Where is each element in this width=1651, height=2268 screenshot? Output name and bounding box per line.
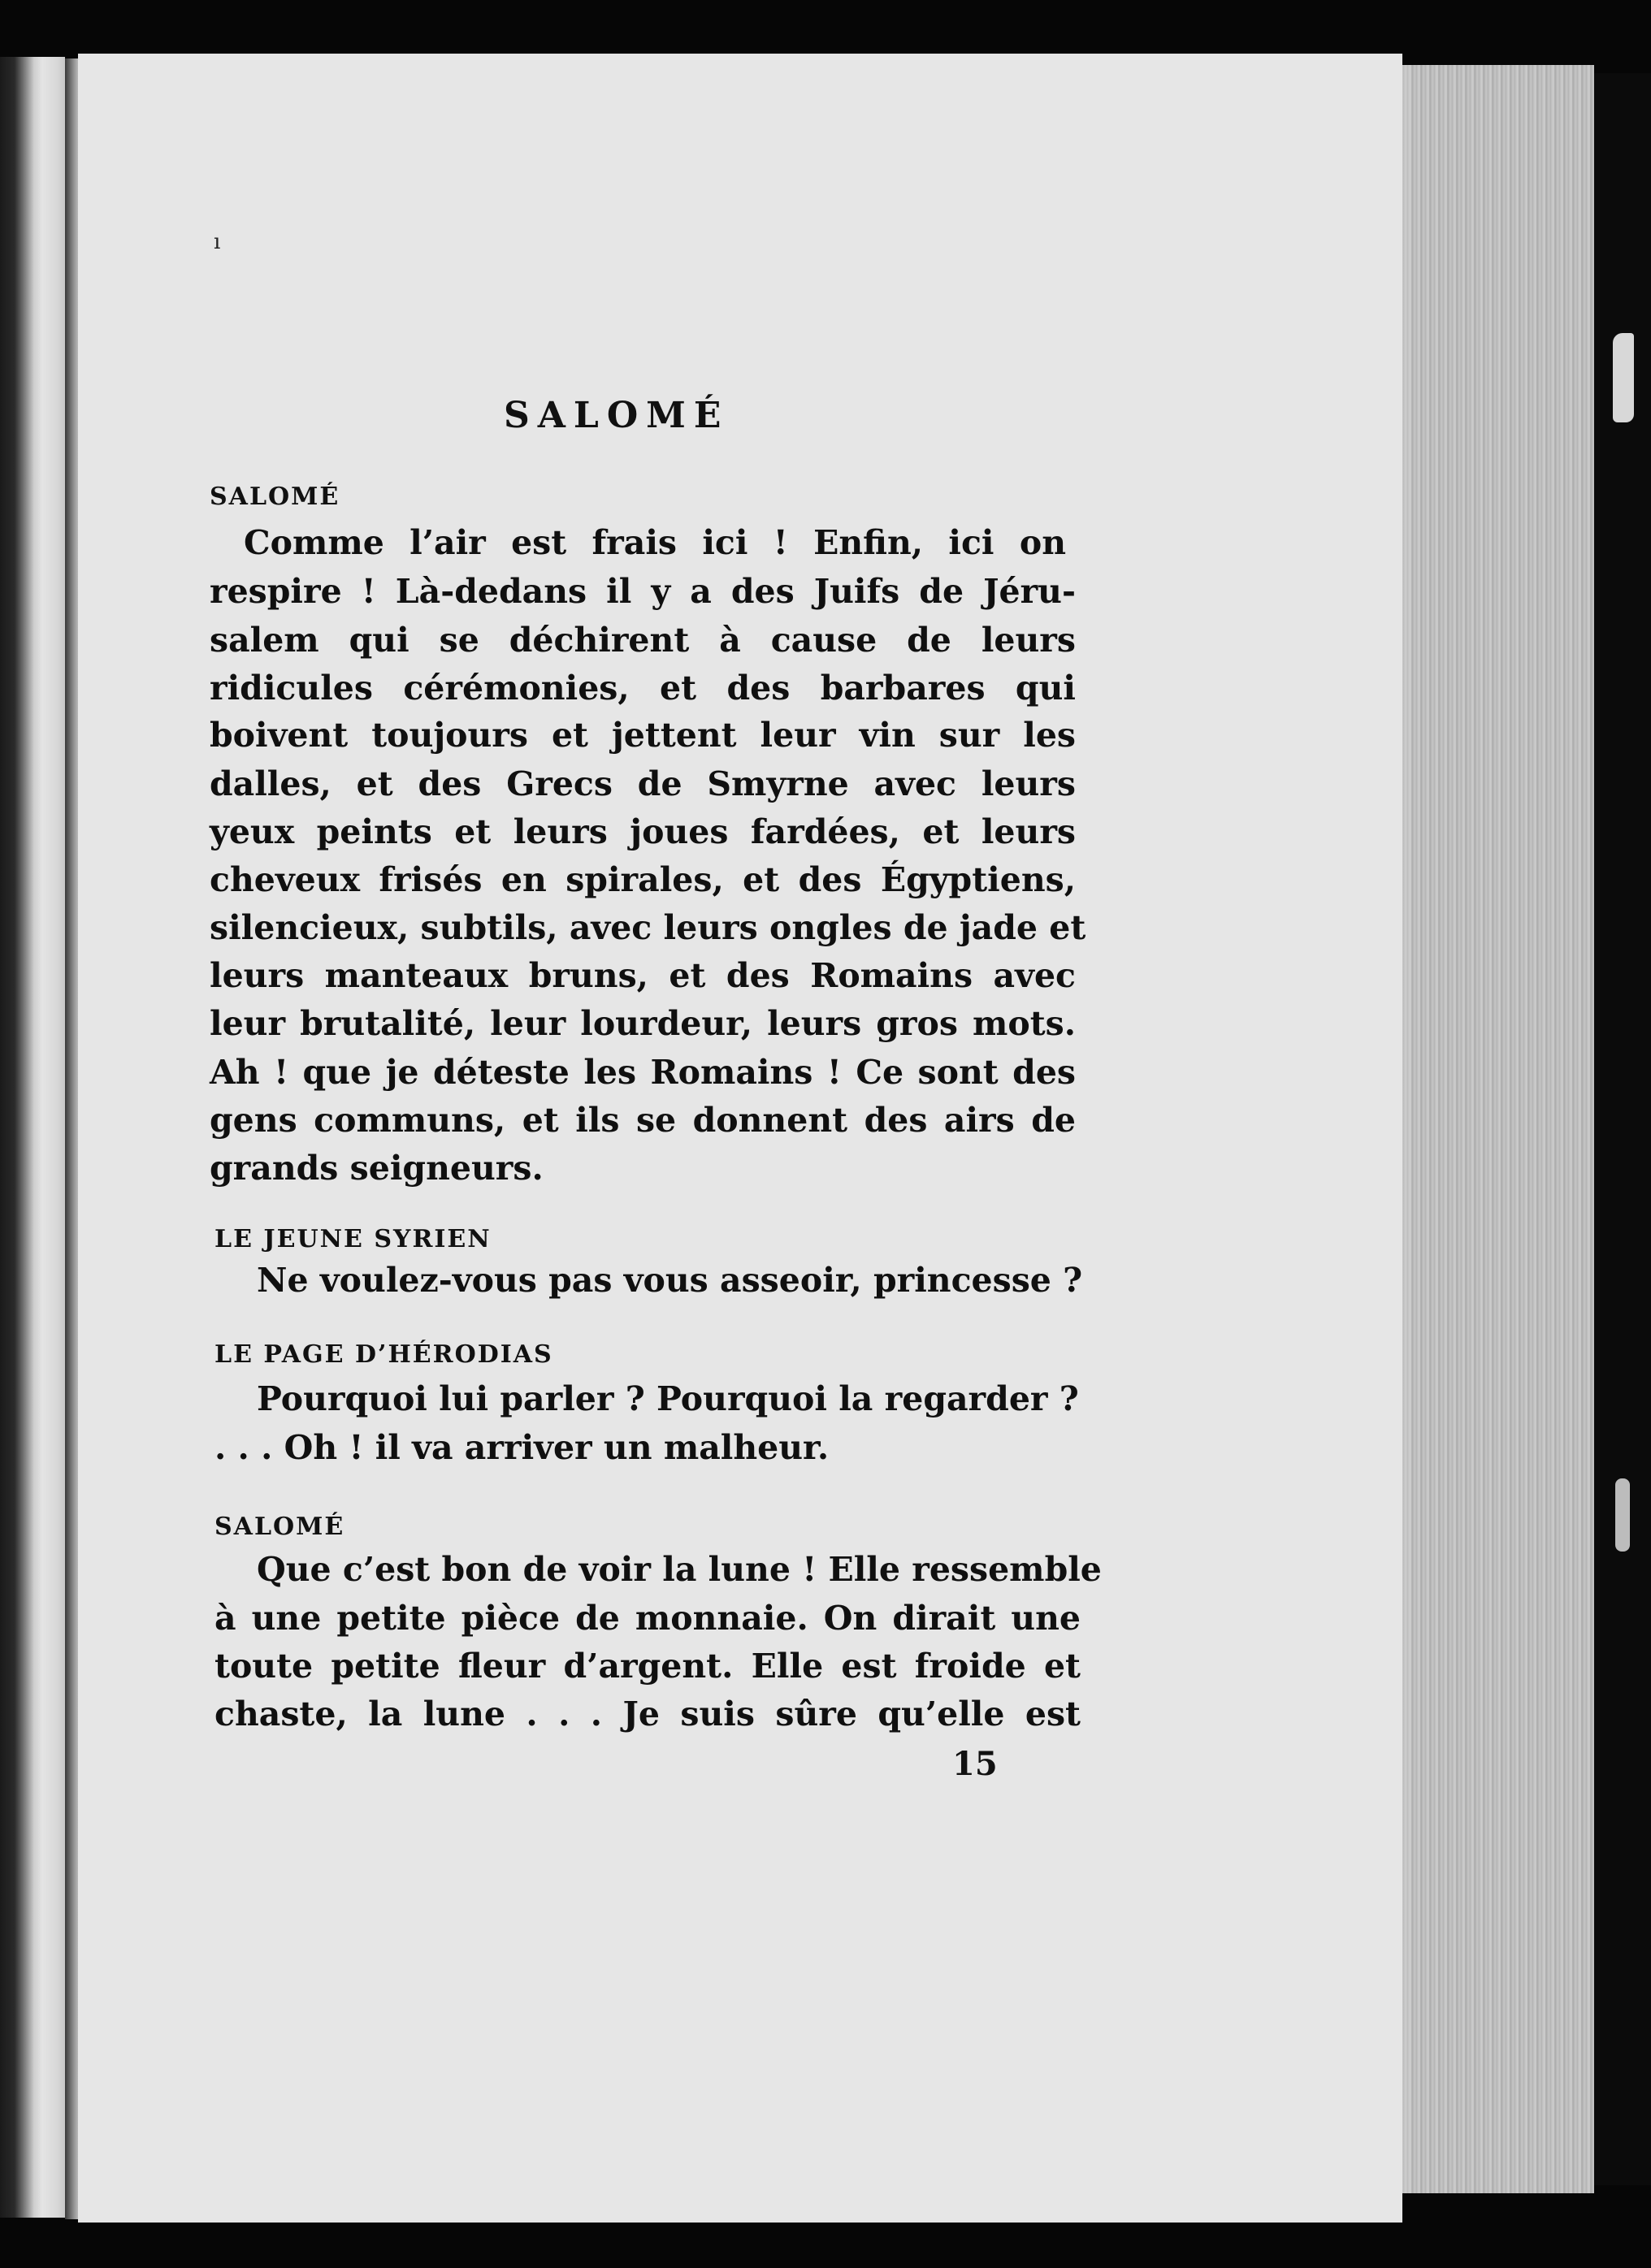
text-line: à une petite pièce de monnaie. On dirait une (214, 1599, 1081, 1638)
speaker-name: SALOMÉ (210, 483, 340, 511)
text-line: grands seigneurs. (210, 1149, 544, 1188)
page-edge-shadow (1381, 65, 1414, 2193)
text-line: Que c’est bon de voir la lune ! Elle ressemble (257, 1550, 1102, 1589)
text-line: chaste, la lune . . . Je suis sûre qu’elle est (214, 1695, 1081, 1733)
speaker-name: SALOMÉ (214, 1513, 345, 1541)
text-line: salem qui se déchirent à cause de leurs (210, 621, 1076, 660)
text-line: yeux peints et leurs joues fardées, et leurs (210, 812, 1076, 851)
text-line: Ah ! que je déteste les Romains ! Ce sont des (210, 1053, 1076, 1092)
text-line: dalles, et des Grecs de Smyrne avec leurs (210, 764, 1076, 803)
text-line: silencieux, subtils, avec leurs ongles de jade et (210, 908, 1086, 947)
text-line: leur brutalité, leur lourdeur, leurs gros mots. (210, 1004, 1076, 1043)
text-line: gens communs, et ils se donnent des airs de (210, 1101, 1076, 1140)
speaker-name: LE PAGE D’HÉRODIAS (214, 1340, 553, 1369)
paper-fleck (1615, 1478, 1630, 1552)
text-line: . . . Oh ! il va arriver un malheur. (214, 1428, 830, 1467)
text-line: Ne voulez-vous pas vous asseoir, princesse ? (257, 1261, 1083, 1300)
text-line: respire ! Là-dedans il y a des Juifs de Jéru- (210, 572, 1076, 611)
text-line: Comme l’air est frais ici ! Enfin, ici on (244, 523, 1066, 562)
text-line: toute petite fleur d’argent. Elle est froide et (214, 1647, 1081, 1686)
text-line: Pourquoi lui parler ? Pourquoi la regarder ? (257, 1379, 1079, 1418)
margin-mark: ı (214, 230, 221, 254)
page-title: SALOMÉ (504, 395, 730, 436)
text-line: leurs manteaux bruns, et des Romains avec (210, 956, 1076, 995)
text-line: cheveux frisés en spirales, et des Égyptiens, (210, 860, 1076, 899)
paper-fleck (1613, 333, 1634, 422)
text-line: boivent toujours et jettent leur vin sur les (210, 716, 1076, 755)
speaker-name: LE JEUNE SYRIEN (214, 1225, 492, 1253)
previous-page-edge (0, 57, 65, 2218)
page-number: 15 (952, 1745, 998, 1783)
text-line: ridicules cérémonies, et des barbares qui (210, 669, 1076, 708)
